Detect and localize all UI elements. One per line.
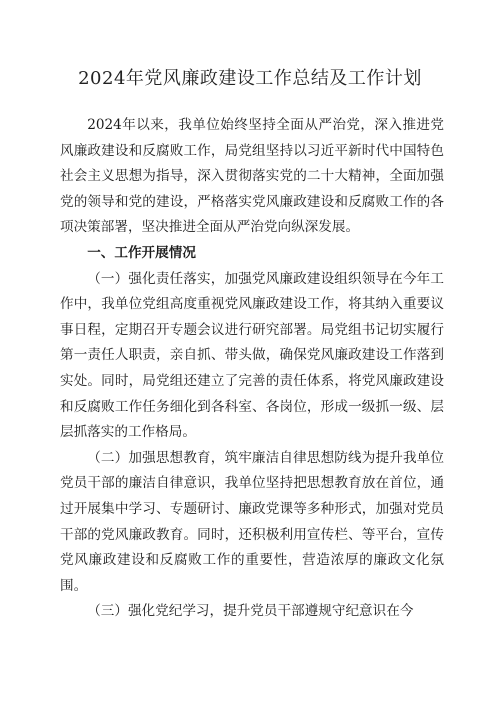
body-paragraph-3: （三）强化党纪学习，提升党员干部遵规守纪意识在今 [87, 603, 414, 620]
intro-paragraph: 2024年以来，我单位始终坚持全面从严治党，深入推进党风廉政建设和反腐败工作，局党组坚持以习近平新时代中国特色社会主义思想为指导，深入贯彻落实党的二十大精神，全面加强党的领导和党的建设，严格落实党风廉政建设和反腐败工作的各项决策部署，坚决推进全面从严治党向纵深发展。 [60, 117, 444, 236]
body-paragraph-2: （二）加强思想教育，筑牢廉洁自律思想防线为提升我单位党员干部的廉洁自律意识，我单位坚持把思想教育放在首位，通过开展集中学习、专题研讨、廉政党课等多种形式，加强对党员干部的党风廉政教育。同时，还积极利用宣传栏、等平台，宣传党风廉政建设和反腐败工作的重要性，营造浓厚的廉政文化氛围。 [60, 449, 444, 594]
body-paragraph-1: （一）强化责任落实，加强党风廉政建设组织领导在今年工作中，我单位党组高度重视党风廉政建设工作，将其纳入重要议事日程，定期召开专题会议进行研究部署。局党组书记切实履行第一责任人职责，亲自抓、带头做，确保党风廉政建设工作落到实处。同时，局党组还建立了完善的责任体系，将党风廉政建设和反腐败工作任务细化到各科室、各岗位，形成一级抓一级、层层抓落实的工作格局。 [60, 270, 444, 441]
document-body [60, 113, 444, 625]
section-heading: 一、工作开展情况 [87, 244, 196, 261]
document-title: 2024年党风廉政建设工作总结及工作计划 [78, 68, 422, 89]
